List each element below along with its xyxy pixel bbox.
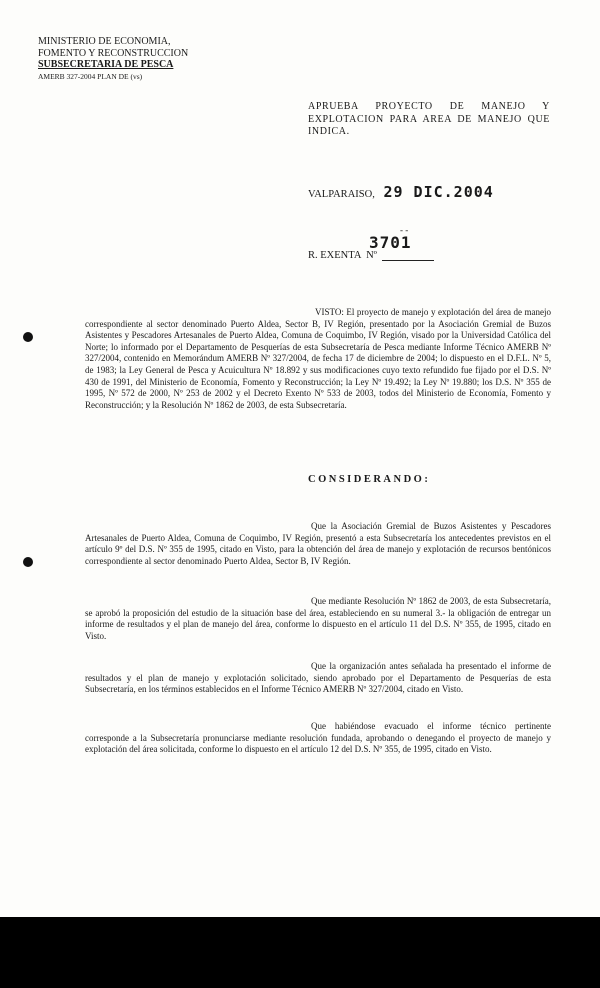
exenta-line [308, 250, 434, 261]
scan-border [0, 917, 600, 988]
place-date [308, 183, 494, 201]
considerando-paragraph-1 [85, 521, 551, 567]
punch-hole-bottom [23, 557, 33, 567]
tick-mark: - - [400, 225, 409, 235]
reference-code: AMERB 327-2004 PLAN DE (vs) [38, 71, 143, 81]
visto-lead: VISTO: [315, 307, 344, 317]
considerando-paragraph-4 [85, 721, 551, 756]
ministry-header [38, 36, 188, 82]
exenta-label: R. EXENTA [308, 250, 361, 261]
visto-text: El proyecto de manejo y explotación del área de manejo correspondiente al sector denominado Puerto Aldea, Sector B, IV Región, presentado por la Asociación Gremial de Buzos Asistentes y Pescadores Artesanales de Puerto Aldea, Comuna de Coquimbo, IV Región, visado por la Universidad Católica del Norte; lo informado por el Departamento de Pesquerías de esta Subsecretaría de Pesca mediante Informe Técnico AMERB Nº 327/2004, contenido en Memorándum AMERB Nº 327/2004, de fecha 17 de diciembre de 2004; lo dispuesto en el D.F.L. Nº 5, de 1983; la Ley General de Pesca y Acuicultura Nº 18.892 y sus modificaciones cuyo texto refundido fue fijado por el D.S. Nº 430 de 1991, del Ministerio de Economía, Fomento y Reconstrucción; la Ley Nº 19.492; la Ley Nº 19.880; los D.S. Nº 355 de 1995, Nº 572 de 2000, Nº 253 de 2002 y el Decreto Exento Nº 533 de 2003, todos del Ministerio de Economía, Fomento y Reconstrucción; y la Resolución Nº 1862 de 2003, de esta Subsecretaría. [85, 307, 552, 410]
subsecretaria-label: SUBSECRETARIA DE PESCA [38, 59, 174, 70]
exenta-no: Nº [366, 250, 377, 261]
visto-paragraph [85, 307, 551, 411]
considerando-paragraph-2 [85, 596, 551, 642]
date-stamp: 29 DIC.2004 [383, 183, 494, 201]
document-subject: APRUEBA PROYECTO DE MANEJO Y EXPLOTACION PARA AREA DE MANEJO QUE INDICA. [308, 101, 550, 137]
number-underline [382, 260, 434, 261]
considerando-2-text: Que mediante Resolución Nº 1862 de 2003, de esta Subsecretaría, se aprobó la proposición del estudio de la situación base del área, estableciendo en su numeral 3.- la obligación de entregar un informe de resultados y el plan de manejo del área, conforme lo dispuesto en el artículo 11 del D.S. Nº 355, de 1995, citado en Visto. [85, 596, 551, 641]
considerando-1-text: Que la Asociación Gremial de Buzos Asistentes y Pescadores Artesanales de Puerto Aldea, Comuna de Coquimbo, IV Región, presentó a esta Subsecretaría los antecedentes previstos en el artículo 9º del D.S. Nº 355 de 1995, citado en Visto, para la obtención del área de manejo y explotación de recursos bentónicos correspondiente al sector denominado Puerto Aldea, Sector B, IV Región. [85, 521, 551, 566]
place-label: VALPARAISO, [308, 189, 375, 200]
considerando-3-text: Que la organización antes señalada ha presentado el informe de resultados y el plan de manejo y explotación solicitado, siendo aprobado por el Departamento de Pesquerías de esta Subsecretaría, en los términos establecidos en el Informe Técnico AMERB Nº 327/2004, citado en Visto. [85, 661, 551, 695]
considerando-heading: CONSIDERANDO: [308, 474, 431, 485]
ministry-line-1: MINISTERIO DE ECONOMIA, [38, 36, 171, 47]
considerando-4-text: Que habiéndose evacuado el informe técnico pertinente corresponde a la Subsecretaría pronunciarse mediante resolución fundada, aprobando o denegando el proyecto de manejo y explotación del área solicitada, conforme lo dispuesto en el artículo 12 del D.S. Nº 355, de 1995, citado en Visto. [85, 721, 551, 755]
punch-hole-top [23, 332, 33, 342]
considerando-paragraph-3 [85, 661, 551, 696]
ministry-line-2: FOMENTO Y RECONSTRUCCION [38, 47, 189, 59]
resolution-number: 3701 [369, 233, 412, 252]
